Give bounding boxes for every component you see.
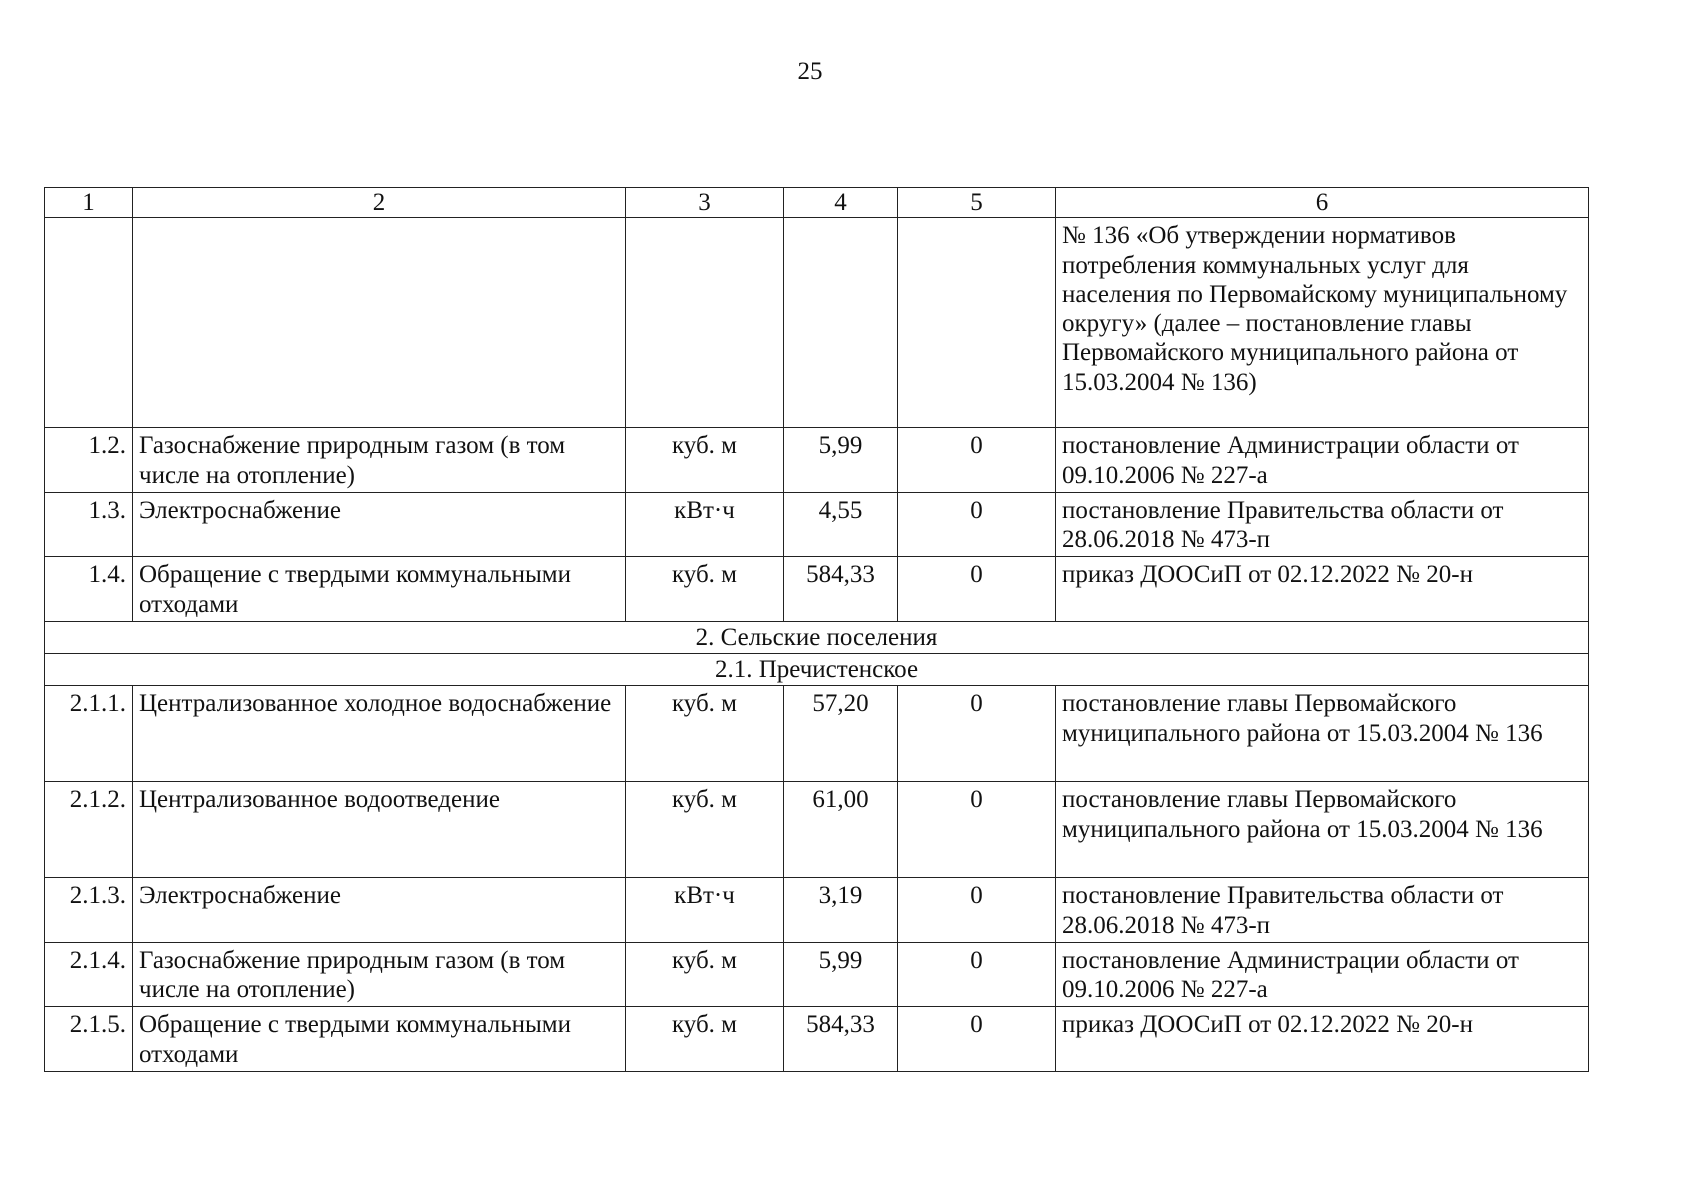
table-row [45, 492, 1589, 557]
section-title: 2. Сельские поселения [45, 621, 1589, 653]
cell-col5: 0 [898, 557, 1056, 622]
cell-col5 [898, 218, 1056, 428]
column-number-row [45, 188, 1589, 218]
table-row [45, 942, 1589, 1007]
cell-number: 2.1.1. [45, 686, 133, 782]
cell-col5: 0 [898, 428, 1056, 493]
cell-document: постановление главы Первомайского муниципального района от 15.03.2004 № 136 [1056, 686, 1589, 782]
cell-value [784, 218, 898, 428]
cell-unit: куб. м [626, 428, 784, 493]
table-row [45, 686, 1589, 782]
cell-col5: 0 [898, 878, 1056, 943]
column-header: 2 [133, 188, 626, 218]
cell-service: Обращение с твердыми коммунальными отходами [133, 557, 626, 622]
cell-document: приказ ДООСиП от 02.12.2022 № 20-н [1056, 557, 1589, 622]
cell-service: Централизованное холодное водоснабжение [133, 686, 626, 782]
table-row [45, 557, 1589, 622]
cell-col5: 0 [898, 942, 1056, 1007]
column-header: 1 [45, 188, 133, 218]
cell-number: 2.1.2. [45, 782, 133, 878]
cell-value: 3,19 [784, 878, 898, 943]
cell-service: Газоснабжение природным газом (в том числе на отопление) [133, 942, 626, 1007]
cell-col5: 0 [898, 492, 1056, 557]
cell-service: Газоснабжение природным газом (в том числе на отопление) [133, 428, 626, 493]
cell-service: Централизованное водоотведение [133, 782, 626, 878]
cell-document: постановление Администрации области от 09.10.2006 № 227-а [1056, 942, 1589, 1007]
cell-value: 57,20 [784, 686, 898, 782]
cell-document: постановление Правительства области от 28.06.2018 № 473-п [1056, 878, 1589, 943]
table-row [45, 1007, 1589, 1072]
cell-unit: кВт·ч [626, 492, 784, 557]
cell-unit: куб. м [626, 942, 784, 1007]
cell-col5: 0 [898, 1007, 1056, 1072]
page-number: 25 [797, 58, 823, 85]
cell-value: 584,33 [784, 557, 898, 622]
table-row [45, 878, 1589, 943]
cell-document: № 136 «Об утверждении нормативов потребления коммунальных услуг для населения по Первомайскому муниципальному округу» (далее – постановление главы Первомайского муниципального района от 15.03.2004 № 136) [1056, 218, 1589, 428]
cell-unit: кВт·ч [626, 878, 784, 943]
cell-service: Обращение с твердыми коммунальными отходами [133, 1007, 626, 1072]
cell-service: Электроснабжение [133, 878, 626, 943]
section-row [45, 621, 1589, 653]
cell-number: 1.2. [45, 428, 133, 493]
cell-number: 2.1.4. [45, 942, 133, 1007]
cell-number: 2.1.5. [45, 1007, 133, 1072]
cell-document: постановление Администрации области от 09.10.2006 № 227-а [1056, 428, 1589, 493]
cell-document: приказ ДООСиП от 02.12.2022 № 20-н [1056, 1007, 1589, 1072]
subsection-row [45, 654, 1589, 686]
column-header: 3 [626, 188, 784, 218]
cell-value: 5,99 [784, 428, 898, 493]
continuation-row [45, 218, 1589, 428]
cell-value: 61,00 [784, 782, 898, 878]
cell-service [133, 218, 626, 428]
norms-table [44, 187, 1589, 1072]
cell-col5: 0 [898, 686, 1056, 782]
column-header: 4 [784, 188, 898, 218]
cell-col5: 0 [898, 782, 1056, 878]
table-row [45, 428, 1589, 493]
cell-document: постановление Правительства области от 28.06.2018 № 473-п [1056, 492, 1589, 557]
subsection-title: 2.1. Пречистенское [45, 654, 1589, 686]
table-row [45, 782, 1589, 878]
cell-number: 2.1.3. [45, 878, 133, 943]
cell-value: 4,55 [784, 492, 898, 557]
cell-number: 1.3. [45, 492, 133, 557]
cell-unit: куб. м [626, 686, 784, 782]
cell-unit: куб. м [626, 1007, 784, 1072]
cell-value: 584,33 [784, 1007, 898, 1072]
cell-unit: куб. м [626, 557, 784, 622]
cell-unit [626, 218, 784, 428]
cell-document: постановление главы Первомайского муниципального района от 15.03.2004 № 136 [1056, 782, 1589, 878]
cell-unit: куб. м [626, 782, 784, 878]
cell-service: Электроснабжение [133, 492, 626, 557]
cell-number [45, 218, 133, 428]
cell-number: 1.4. [45, 557, 133, 622]
column-header: 5 [898, 188, 1056, 218]
column-header: 6 [1056, 188, 1589, 218]
cell-value: 5,99 [784, 942, 898, 1007]
